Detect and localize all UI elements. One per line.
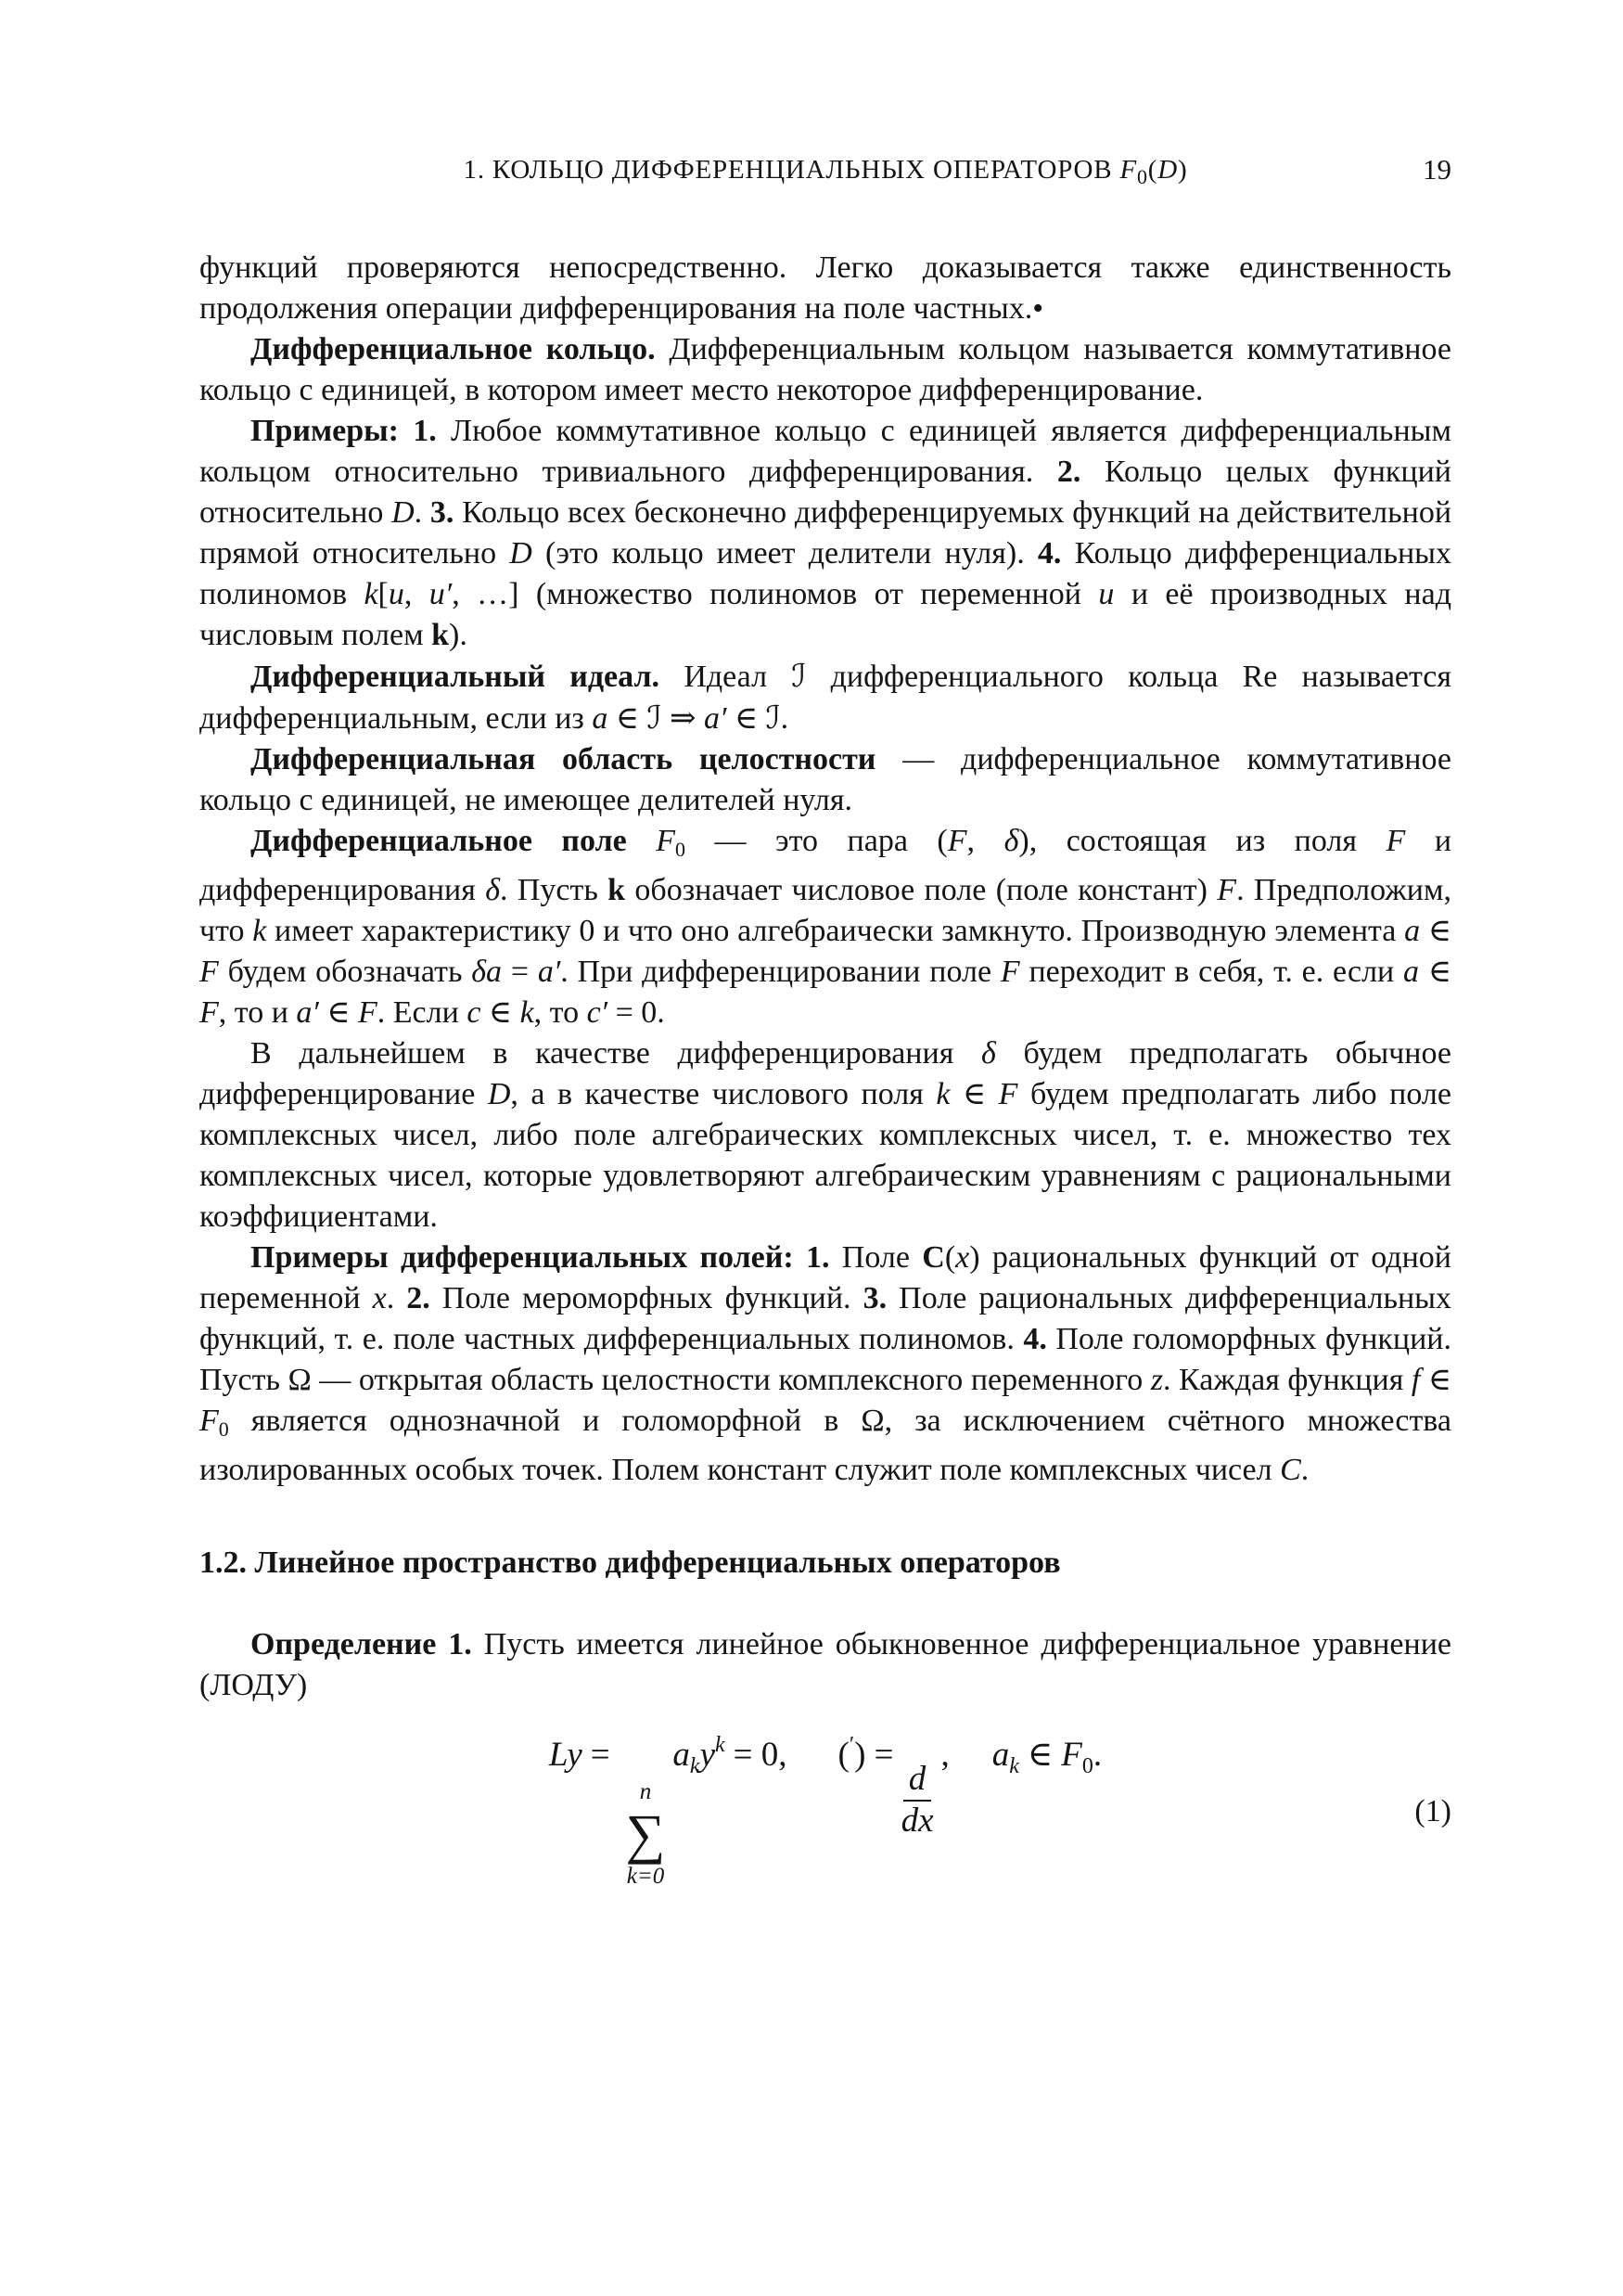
text-run: Дифференциальное поле (250, 824, 657, 858)
paragraph (199, 1624, 1451, 1706)
text-run: F (998, 1077, 1018, 1111)
text-run: 3. (429, 495, 454, 530)
body-paragraphs (199, 248, 1451, 1491)
paragraph (199, 821, 1451, 1033)
text-run: D (487, 1077, 511, 1111)
text-run: u′ (428, 577, 453, 611)
section-paragraphs (199, 1624, 1451, 1706)
text-run: переходит в себя, т. е. если (1019, 955, 1404, 989)
field-symbol-index: 0 (1081, 1754, 1093, 1778)
text-run: Поле рациональных дифференциальных функций, т. е. поле частных дифференциальных полиномов. (199, 1281, 1451, 1356)
sigma-icon: ∑ (625, 1802, 666, 1865)
paragraph (199, 248, 1451, 329)
text-run: . (414, 495, 430, 530)
text-run: ∈ (318, 995, 358, 1030)
sum-upper-limit: n (639, 1779, 652, 1804)
text-run: ∈ (950, 1077, 999, 1111)
equation-number: (1) (1414, 1793, 1451, 1828)
text-run: . (1300, 1453, 1310, 1487)
text-run: — дифференциальное коммутативное кольцо с единицей, не имеющее делителей нуля. (199, 742, 1452, 817)
paragraph (199, 329, 1451, 411)
text-run: ⇒ (661, 701, 705, 736)
text-run: ) рациональных функций от одной переменной (199, 1240, 1451, 1315)
text-run: , (966, 824, 1004, 858)
text-run: a′ (704, 701, 727, 736)
text-run: (это кольцо имеет делители нуля). (531, 536, 1038, 571)
summation-symbol (626, 1779, 666, 1889)
text-run: a (1404, 914, 1421, 948)
paragraph (199, 739, 1451, 821)
text-run: будем предполагать обычное дифференцирование (199, 1036, 1451, 1111)
text-run: δ (1003, 824, 1019, 858)
text-run: Поле голоморфных функций. Пусть Ω — открытая область целостности комплексного переменного (199, 1322, 1451, 1397)
text-run: ). (449, 618, 467, 652)
text-run: a′ (537, 955, 561, 989)
eq-derivative-order: k (715, 1733, 725, 1757)
eq-coefficient-index: k (689, 1754, 700, 1778)
text-run: имеет характеристику 0 и что оно алгебраически замкнуто. Производную элемента (266, 914, 1405, 948)
text-run: z (1150, 1363, 1164, 1397)
text-run: k (252, 914, 267, 948)
text-run: , (403, 577, 429, 611)
section-heading (199, 1543, 1451, 1584)
text-run: F (1217, 873, 1237, 907)
text-run: . (780, 701, 789, 736)
text-run: δ (981, 1036, 996, 1071)
text-run: обозначает числовое поле (поле констант) (625, 873, 1218, 907)
text-run: F (1000, 955, 1020, 989)
text-run: — это пара ( (685, 824, 948, 858)
text-run: ℐ (765, 699, 781, 737)
period: . (1093, 1736, 1103, 1774)
text-run: ∈ (480, 995, 520, 1030)
text-run: D (1157, 155, 1178, 185)
paragraph (199, 1238, 1451, 1491)
text-run: D (391, 495, 415, 530)
text-run: . Если (377, 995, 467, 1030)
text-run: будем обозначать (218, 955, 472, 989)
text-run: ℐ (646, 699, 662, 737)
text-run: . Предположим, что (199, 873, 1451, 948)
equation-content (548, 1733, 1103, 1889)
text-run: a (592, 701, 608, 736)
text-run: F (1119, 155, 1137, 185)
text-run: , а в качестве числового поля (510, 1077, 937, 1111)
text-run: Примеры: 1. (250, 414, 437, 448)
text-run: ), состоящая из поля (1018, 824, 1387, 858)
text-run: , то (533, 995, 587, 1030)
text-run: 4. (1023, 1322, 1047, 1356)
text-run: C (922, 1240, 945, 1275)
text-run: = (502, 955, 538, 989)
text-run: ∈ (1420, 914, 1452, 948)
text-run: k (364, 577, 378, 611)
page-header (199, 153, 1451, 194)
text-run: 4. (1037, 536, 1062, 571)
text-run: В дальнейшем в качестве дифференцирования (250, 1036, 981, 1071)
text-run: u (1098, 577, 1115, 611)
text-run: ∈ (607, 701, 647, 736)
text-run: Идеал (659, 660, 792, 694)
text-run: δ (485, 873, 500, 907)
text-run: a′ (296, 995, 319, 1030)
text-run: , …] (множество полиномов от переменной (452, 577, 1099, 611)
text-run: 2. (406, 1281, 430, 1315)
text-run: . (386, 1281, 407, 1315)
text-run: = 0. (607, 995, 665, 1030)
paragraph (199, 411, 1451, 656)
text-run: 3. (863, 1281, 888, 1315)
text-run: Поле (829, 1240, 923, 1275)
text-run: ( (944, 1240, 956, 1275)
text-run: c (466, 995, 481, 1030)
eq-coefficient-2-index: k (1009, 1754, 1019, 1778)
text-run: u (388, 577, 404, 611)
text-run: F (947, 824, 967, 858)
text-run: δa (471, 955, 503, 989)
text-run: Дифференциальным кольцом называется коммутативное кольцо с единицей, в котором имеет место некоторое дифференцирование. (199, 332, 1452, 407)
prime-close-paren: ) = (854, 1736, 894, 1774)
text-run: Кольцо всех бесконечно дифференцируемых функций на действительной прямой относительно (199, 495, 1452, 571)
text-run: будем предполагать либо поле комплексных чисел, либо поле алгебраических комплексных чисел, т. е. множество тех комплексных чисел, которые удовлетворяют алгебраическим уравнениям с рациональными коэффициентами. (199, 1077, 1451, 1234)
text-run: Примеры дифференциальных полей: 1. (250, 1240, 830, 1275)
eq-coefficient: a (672, 1736, 690, 1774)
text-run: D (509, 536, 532, 571)
text-run: Дифференциальная область целостности (250, 742, 876, 776)
field-symbol: F (1061, 1736, 1082, 1774)
equals-zero: = 0, (733, 1736, 787, 1774)
text-run: 1. КОЛЬЦО ДИФФЕРЕНЦИАЛЬНЫХ ОПЕРАТОРОВ (463, 155, 1120, 185)
text-run: f (1411, 1363, 1421, 1397)
text-run: ∈ (1419, 955, 1451, 989)
text-run: Определение 1. (250, 1627, 472, 1661)
text-run: F (358, 995, 377, 1030)
text-run: 0 (675, 838, 686, 861)
text-run: 1.2. Линейное пространство дифференциальных операторов (199, 1546, 1061, 1580)
text-run: F (656, 824, 676, 858)
equals-sign: = (590, 1736, 610, 1774)
text-run: c′ (586, 995, 608, 1030)
fraction-numerator: d (903, 1760, 932, 1802)
text-run: 0 (1136, 165, 1148, 188)
text-run: k (431, 618, 450, 652)
text-run: и дифференцирования (199, 824, 1452, 907)
text-run: F (199, 955, 219, 989)
paragraph (199, 656, 1451, 739)
fraction-denominator: dx (901, 1801, 934, 1840)
text-run: . При дифференцировании поле (560, 955, 1001, 989)
page-number: 19 (1423, 153, 1451, 186)
text-run: , то и (218, 995, 297, 1030)
prime-mark: ′ (849, 1733, 855, 1757)
text-run: и её производных над числовым полем (199, 577, 1451, 652)
paragraph (199, 1033, 1451, 1238)
derivative-fraction (901, 1760, 934, 1841)
text-run: F (199, 1404, 219, 1438)
text-run: Поле мероморфных функций. (429, 1281, 863, 1315)
text-run: Пусть имеется линейное обыкновенное дифференциальное уравнение (ЛОДУ) (199, 1627, 1451, 1702)
equation (199, 1734, 1451, 1889)
text-run: Кольцо дифференциальных полиномов (199, 536, 1452, 611)
text-run: ∈ (1420, 1363, 1451, 1397)
text-run: 2. (1056, 455, 1081, 489)
text-run: k (519, 995, 534, 1030)
text-run: a (1403, 955, 1420, 989)
text-run: ) (1178, 155, 1188, 185)
text-run: является однозначной и голоморфной в Ω, за исключением счётного множества изолированных особых точек. Полем констант служит поле комплексных чисел (199, 1404, 1451, 1487)
running-title (463, 155, 1188, 188)
text-run: Любое коммутативное кольцо с единицей является дифференциальным кольцом относительно тривиального дифференцирования. (199, 414, 1451, 489)
text-run: Дифференциальное кольцо. (250, 332, 656, 366)
text-run: k (607, 873, 626, 907)
text-run: . Каждая функция (1163, 1363, 1412, 1397)
text-run: x (955, 1240, 970, 1275)
text-run: 0 (218, 1417, 229, 1441)
text-run: Дифференциальный идеал. (250, 660, 660, 694)
comma: , (940, 1736, 950, 1774)
text-run: F (199, 995, 219, 1030)
text-run: ( (1147, 155, 1158, 185)
text-run: k (936, 1077, 951, 1111)
element-of-symbol: ∈ (1027, 1736, 1054, 1774)
eq-lhs: Ly (548, 1736, 582, 1774)
eq-coefficient-2: a (991, 1736, 1010, 1774)
text-run: [ (377, 577, 389, 611)
text-run: x (372, 1281, 387, 1315)
text-run: Кольцо целых функций относительно (199, 455, 1451, 530)
text-run: C (1280, 1453, 1301, 1487)
text-run: . Пусть (500, 873, 608, 907)
text-run: F (1386, 824, 1406, 858)
text-run: ℐ (791, 658, 807, 695)
text-run: ∈ (726, 701, 766, 736)
text-run: функций проверяются непосредственно. Легко доказывается также единственность продолжения операции дифференцирования на поле частных.• (199, 250, 1451, 326)
text-run: дифференциального кольца Re называется дифференциальным, если из (199, 660, 1451, 736)
prime-open-paren: ( (837, 1736, 850, 1774)
eq-unknown: y (699, 1736, 715, 1774)
sum-lower-limit: k=0 (626, 1863, 665, 1889)
